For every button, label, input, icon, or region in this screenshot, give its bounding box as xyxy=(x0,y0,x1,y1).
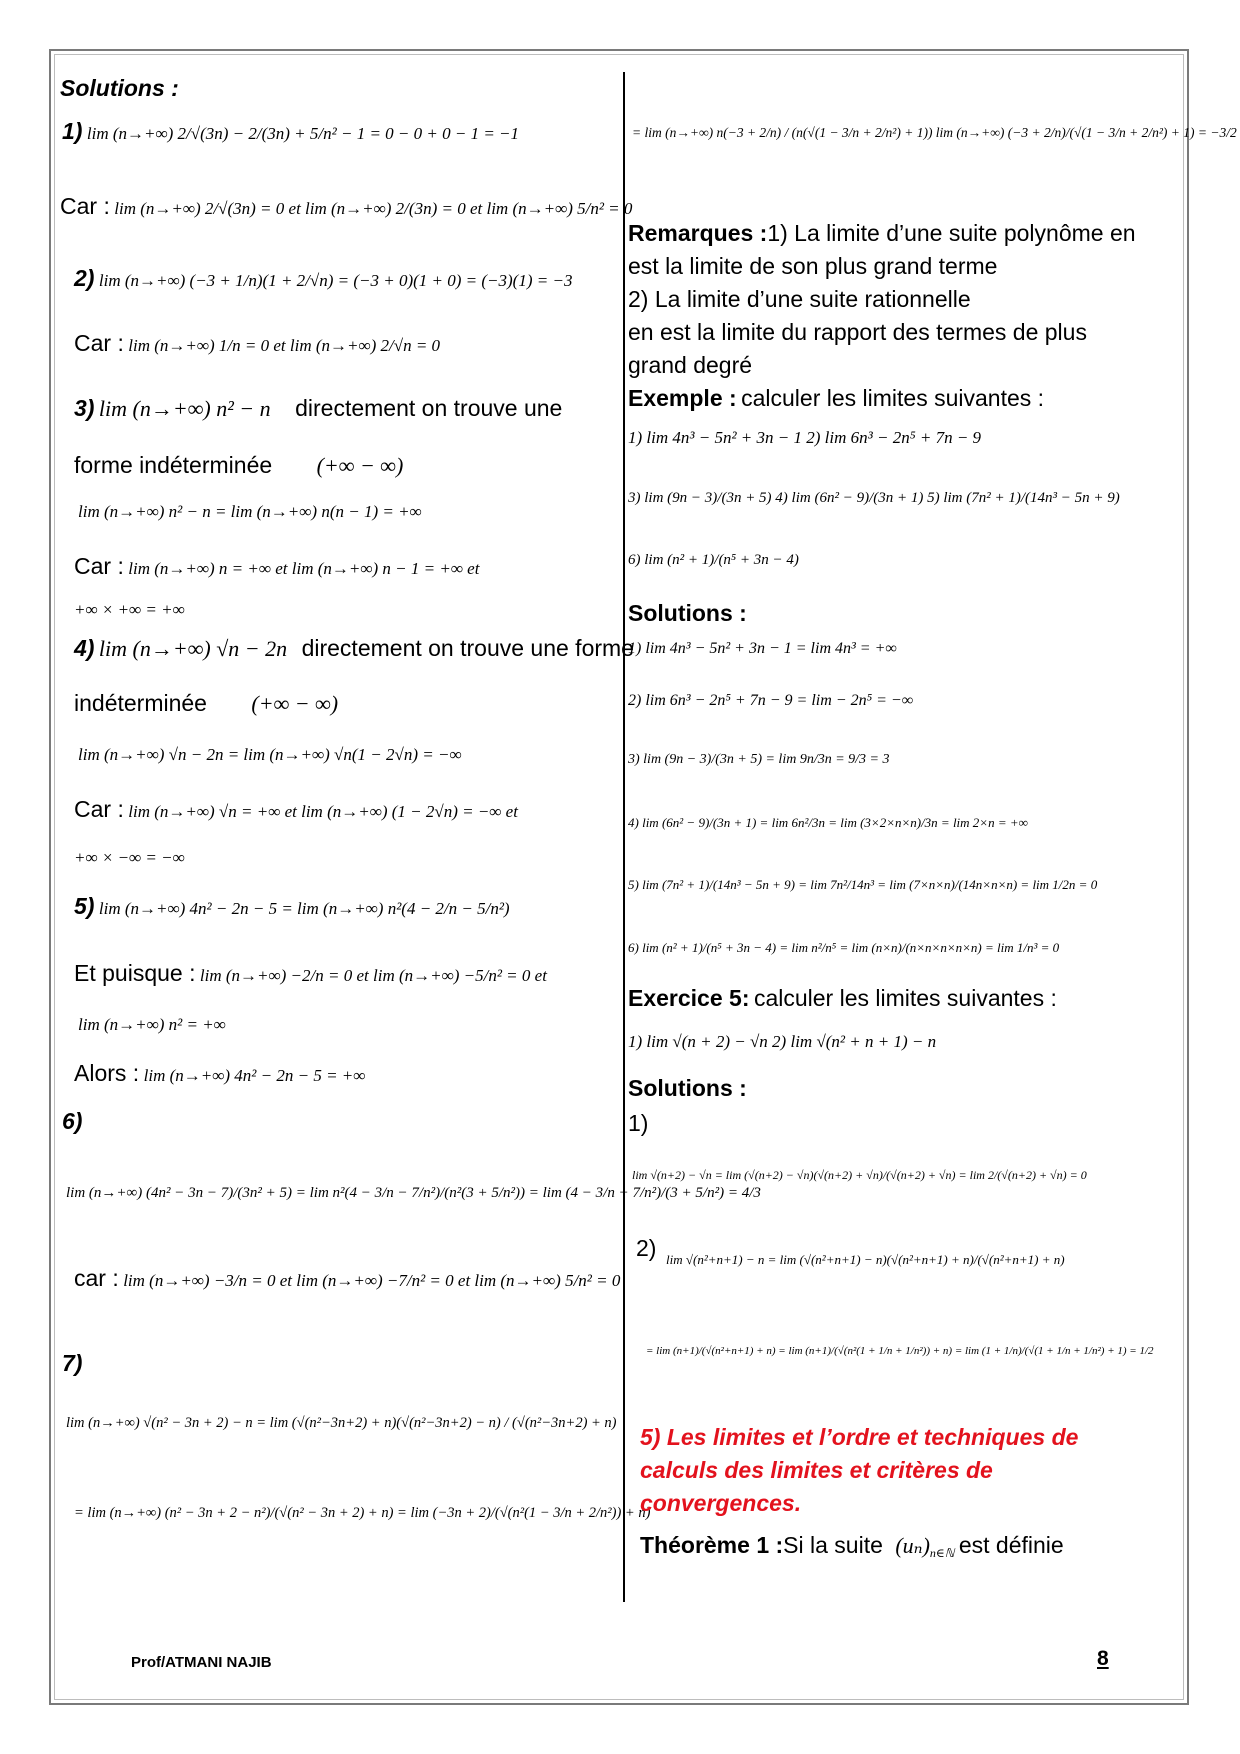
car-label: Car : xyxy=(74,330,124,356)
solution-4-expression: lim (n→+∞) √n − 2n xyxy=(98,636,288,661)
solution-6-reason xyxy=(74,1265,620,1292)
solution-7-number: 7) xyxy=(62,1350,83,1376)
solution-4-reason xyxy=(74,796,518,823)
exemple-items-3: 6) lim (n² + 1)/(n⁵ + 3n − 4) xyxy=(628,552,799,568)
car-expression: lim (n→+∞) −3/n = 0 et lim (n→+∞) −7/n² = 0 et lim (n→+∞) 5/n² = 0 xyxy=(123,1271,621,1290)
solution-5-lim-n2: lim (n→+∞) n² = +∞ xyxy=(78,1015,226,1034)
since-label: Et puisque : xyxy=(74,960,196,986)
solution-4-line: lim (n→+∞) √n − 2n = lim (n→+∞) √n(1 − 2√n) = −∞ xyxy=(78,745,462,764)
solution-example-4: 4) lim (6n² − 9)/(3n + 1) = lim 6n²/3n = lim (3×2×n×n)/3n = lim 2×n = +∞ xyxy=(628,815,1028,830)
remarques-line-1 xyxy=(628,220,1136,247)
solution-1-number: 1) xyxy=(62,118,83,144)
solution-5-conclusion xyxy=(74,1060,365,1087)
solution-3-number: 3) xyxy=(74,395,95,421)
solution-4-rule: +∞ × −∞ = −∞ xyxy=(74,848,185,867)
exemple-line xyxy=(628,385,1044,412)
since-expression: lim (n→+∞) −2/n = 0 et lim (n→+∞) −5/n² = 0 et xyxy=(199,966,547,985)
theoreme-1-end: est définie xyxy=(958,1532,1064,1558)
solution-5-number: 5) xyxy=(74,893,95,919)
section-title-line-1: 5) Les limites et l’ordre et techniques de xyxy=(640,1424,1079,1450)
remarques-line-3: 2) La limite d’une suite rationnelle xyxy=(628,286,971,312)
remarques-label: Remarques : xyxy=(628,220,768,246)
car-expression: lim (n→+∞) 2/√(3n) = 0 et lim (n→+∞) 2/(3n) = 0 et lim (n→+∞) 5/n² = 0 xyxy=(114,199,633,218)
exercice-5-label: Exercice 5: xyxy=(628,985,750,1011)
exercice-5-line xyxy=(628,985,1057,1012)
solution-5 xyxy=(74,893,510,920)
solution-3-fi xyxy=(74,452,403,479)
solution-example-5: 5) lim (7n² + 1)/(14n³ − 5n + 9) = lim 7n²/14n³ = lim (7×n×n)/(14n×n×n) = lim 1/2n = 0 xyxy=(628,877,1098,892)
theoreme-1-line xyxy=(640,1532,1064,1561)
solution-3 xyxy=(74,395,562,422)
indeterminate-label: forme indéterminée xyxy=(74,452,273,478)
solution-5-expression: lim (n→+∞) 4n² − 2n − 5 = lim (n→+∞) n²(4 − 2/n − 5/n²) xyxy=(98,899,510,918)
solutions-heading-3: Solutions : xyxy=(628,1075,747,1101)
solution-5-since xyxy=(74,960,547,987)
solution-2-reason xyxy=(74,330,440,357)
remarques-line-5: grand degré xyxy=(628,352,753,378)
solution-example-6: 6) lim (n² + 1)/(n⁵ + 3n − 4) = lim n²/n⁵ = lim (n×n)/(n×n×n×n×n) = lim 1/n³ = 0 xyxy=(628,940,1060,955)
remarques-line-2: est la limite de son plus grand terme xyxy=(628,253,998,279)
exercice-solution-1-number: 1) xyxy=(628,1110,649,1136)
car-expression: lim (n→+∞) n = +∞ et lim (n→+∞) n − 1 = +∞ et xyxy=(128,559,480,578)
solution-7-end: = lim (n→+∞) n(−3 + 2/n) / (n(√(1 − 3/n + 2/n²) + 1)) lim (n→+∞) (−3 + 2/n)/(√(1 − 3/n + 2/n²) + 1) = −3/2 xyxy=(632,125,1237,140)
footer-author: Prof/ATMANI NAJIB xyxy=(131,1654,272,1671)
exemple-text: calculer les limites suivantes : xyxy=(741,385,1045,411)
exercice-solution-2-number: 2) xyxy=(636,1235,657,1261)
solution-3-line: lim (n→+∞) n² − n = lim (n→+∞) n(n − 1) = +∞ xyxy=(78,502,422,521)
solution-4-fi xyxy=(74,690,338,717)
solution-2 xyxy=(74,265,572,292)
solution-4-number: 4) xyxy=(74,635,95,661)
solution-example-2: 2) lim 6n³ − 2n⁵ + 7n − 9 = lim − 2n⁵ = −∞ xyxy=(628,692,914,709)
solution-7-line-1: lim (n→+∞) √(n² − 3n + 2) − n = lim (√(n²−3n+2) + n)(√(n²−3n+2) − n) / (√(n²−3n+2) + n) xyxy=(66,1415,617,1431)
car-expression: lim (n→+∞) √n = +∞ et lim (n→+∞) (1 − 2√n) = −∞ et xyxy=(128,802,518,821)
solution-7-line-2: = lim (n→+∞) (n² − 3n + 2 − n²)/(√(n² − 3n + 2) + n) = lim (−3n + 2)/(√(n²(1 − 3/n + 2/n²)) + n) xyxy=(74,1505,651,1521)
solution-3-reason xyxy=(74,553,479,580)
alors-expression: lim (n→+∞) 4n² − 2n − 5 = +∞ xyxy=(143,1066,366,1085)
indeterminate-form: (+∞ − ∞) xyxy=(251,691,339,716)
exercice-5-text: calculer les limites suivantes : xyxy=(753,985,1057,1011)
section-title-line-2: calculs des limites et critères de xyxy=(640,1457,993,1483)
car-label: Car : xyxy=(60,193,110,219)
exercice-solution-2b: = lim (n+1)/(√(n²+n+1) + n) = lim (n+1)/(√(n²(1 + 1/n + 1/n²)) + n) = lim (1 + 1/n)/(√(1 + 1/n + 1/n²) + 1) = 1/2 xyxy=(646,1345,1154,1357)
car-label: Car : xyxy=(74,796,124,822)
solution-3-expression: lim (n→+∞) n² − n xyxy=(98,396,271,421)
solution-1-reason xyxy=(60,193,632,220)
remarques-line-4: en est la limite du rapport des termes de plus xyxy=(628,319,1087,345)
exemple-items-1: 1) lim 4n³ − 5n² + 3n − 1 2) lim 6n³ − 2n⁵ + 7n − 9 xyxy=(628,428,982,447)
solutions-heading-2: Solutions : xyxy=(628,600,747,626)
exercice-solution-2a: lim √(n²+n+1) − n = lim (√(n²+n+1) − n)(√(n²+n+1) + n)/(√(n²+n+1) + n) xyxy=(666,1252,1065,1267)
car-expression: lim (n→+∞) 1/n = 0 et lim (n→+∞) 2/√n = 0 xyxy=(128,336,441,355)
solution-2-number: 2) xyxy=(74,265,95,291)
solution-3-text: directement on trouve une xyxy=(295,395,563,421)
solution-6-expression: lim (n→+∞) (4n² − 3n − 7)/(3n² + 5) = lim n²(4 − 3/n − 7/n²)/(n²(3 + 5/n²)) = lim (4 − 3/n − 7/n²)/(3 + 5/n²) = 4/3 xyxy=(66,1185,761,1201)
exemple-label: Exemple : xyxy=(628,385,737,411)
car-label: car : xyxy=(74,1265,119,1291)
solution-1-expression: lim (n→+∞) 2/√(3n) − 2/(3n) + 5/n² − 1 = 0 − 0 + 0 − 1 = −1 xyxy=(86,124,520,143)
solution-3-rule: +∞ × +∞ = +∞ xyxy=(74,600,185,619)
solution-2-expression: lim (n→+∞) (−3 + 1/n)(1 + 2/√n) = (−3 + 0)(1 + 0) = (−3)(1) = −3 xyxy=(98,271,573,290)
theoreme-1-sequence: (uₙ) xyxy=(895,1533,930,1558)
exemple-items-2: 3) lim (9n − 3)/(3n + 5) 4) lim (6n² − 9)/(3n + 1) 5) lim (7n² + 1)/(14n³ − 5n + 9) xyxy=(628,490,1120,506)
exercice-solution-1: lim √(n+2) − √n = lim (√(n+2) − √n)(√(n+2) + √n)/(√(n+2) + √n) = lim 2/(√(n+2) + √n) = 0 xyxy=(632,1168,1087,1182)
alors-label: Alors : xyxy=(74,1060,140,1086)
column-divider xyxy=(623,72,625,1602)
exercice-5-items: 1) lim √(n + 2) − √n 2) lim √(n² + n + 1) − n xyxy=(628,1032,937,1051)
solution-6-number: 6) xyxy=(62,1108,83,1134)
solution-4 xyxy=(74,635,634,662)
solution-4-text: directement on trouve une forme xyxy=(301,635,634,661)
theoreme-1-index: n∈ℕ xyxy=(929,1546,955,1561)
solution-example-1: 1) lim 4n³ − 5n² + 3n − 1 = lim 4n³ = +∞ xyxy=(628,640,897,657)
indeterminate-form: (+∞ − ∞) xyxy=(316,453,404,478)
indeterminate-label: indéterminée xyxy=(74,690,207,716)
theoreme-1-text: Si la suite xyxy=(783,1532,883,1558)
solutions-heading: Solutions : xyxy=(60,75,179,101)
solution-1 xyxy=(62,118,617,145)
section-title-line-3: convergences. xyxy=(640,1490,802,1516)
page-number: 8 xyxy=(1097,1647,1109,1670)
remarques-text: 1) La limite d’une suite polynôme en xyxy=(767,220,1136,246)
solution-example-3: 3) lim (9n − 3)/(3n + 5) = lim 9n/3n = 9/3 = 3 xyxy=(628,752,890,767)
car-label: Car : xyxy=(74,553,124,579)
theoreme-1-label: Théorème 1 : xyxy=(640,1532,784,1558)
